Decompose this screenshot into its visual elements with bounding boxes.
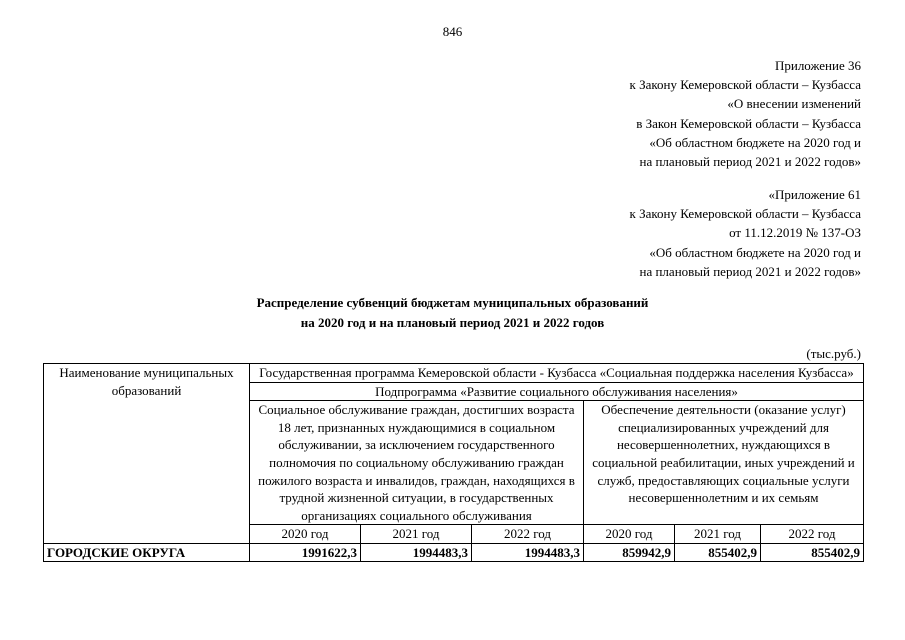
year-header: 2021 год xyxy=(675,525,761,544)
document-title xyxy=(0,293,905,333)
appendix-line: от 11.12.2019 № 137-ОЗ xyxy=(729,225,861,241)
value-cell: 855402,9 xyxy=(675,543,761,561)
appendix-line: «Об областном бюджете на 2020 год и xyxy=(649,134,861,150)
appendix-line: к Закону Кемеровской области – Кузбасса xyxy=(629,206,861,222)
year-header: 2022 год xyxy=(472,525,584,544)
value-cell: 1991622,3 xyxy=(250,543,361,561)
minors-institutions-column-group: Обеспечение деятельности (оказание услуг) специализированных учреждений для несовершеннолетних, нуждающихся в социальной реабилитации, иных учреждений и служб, предоставляющих социальные услуги несовершеннолетним и их семьям xyxy=(584,401,864,525)
subventions-table xyxy=(43,363,864,562)
appendix-61-header xyxy=(630,185,862,281)
social-service-column-group: Социальное обслуживание граждан, достигших возраста 18 лет, признанных нуждающимися в социальном обслуживании, за исключением государственного полномочия по социальному обслуживанию граждан пожилого возраста и инвалидов, граждан, находящихся в трудной жизненной ситуации, в государственных организациях социального обслуживания xyxy=(250,401,584,525)
appendix-line: на плановый период 2021 и 2022 годов» xyxy=(639,154,861,170)
title-line-2: на 2020 год и на плановый период 2021 и 2022 годов xyxy=(300,315,605,330)
value-cell: 859942,9 xyxy=(584,543,675,561)
appendix-line: «Приложение 61 xyxy=(768,187,861,202)
table-row xyxy=(44,543,864,561)
page-number: 846 xyxy=(442,24,463,39)
program-header: Государственная программа Кемеровской области - Кузбасса «Социальная поддержка населения Кузбасса» xyxy=(250,364,864,383)
value-cell: 1994483,3 xyxy=(361,543,472,561)
value-cell: 855402,9 xyxy=(761,543,864,561)
title-line-1: Распределение субвенций бюджетам муниципальных образований xyxy=(256,295,649,310)
year-header: 2020 год xyxy=(250,525,361,544)
municipality-column-header: Наименование муниципальных образований xyxy=(44,364,250,544)
region-name: ГОРОДСКИЕ ОКРУГА xyxy=(44,543,250,561)
appendix-36-header xyxy=(630,56,862,171)
year-header: 2020 год xyxy=(584,525,675,544)
appendix-line: в Закон Кемеровской области – Кузбасса xyxy=(636,115,861,131)
year-header: 2021 год xyxy=(361,525,472,544)
appendix-line: Приложение 36 xyxy=(774,58,861,73)
appendix-line: «Об областном бюджете на 2020 год и xyxy=(649,244,861,260)
subprogram-header: Подпрограмма «Развитие социального обслуживания населения» xyxy=(250,382,864,401)
units-label: (тыс.руб.) xyxy=(806,346,861,361)
value-cell: 1994483,3 xyxy=(472,543,584,561)
year-header: 2022 год xyxy=(761,525,864,544)
appendix-line: «О внесении изменений xyxy=(727,96,861,112)
appendix-line: к Закону Кемеровской области – Кузбасса xyxy=(629,77,861,93)
appendix-line: на плановый период 2021 и 2022 годов» xyxy=(639,263,861,279)
